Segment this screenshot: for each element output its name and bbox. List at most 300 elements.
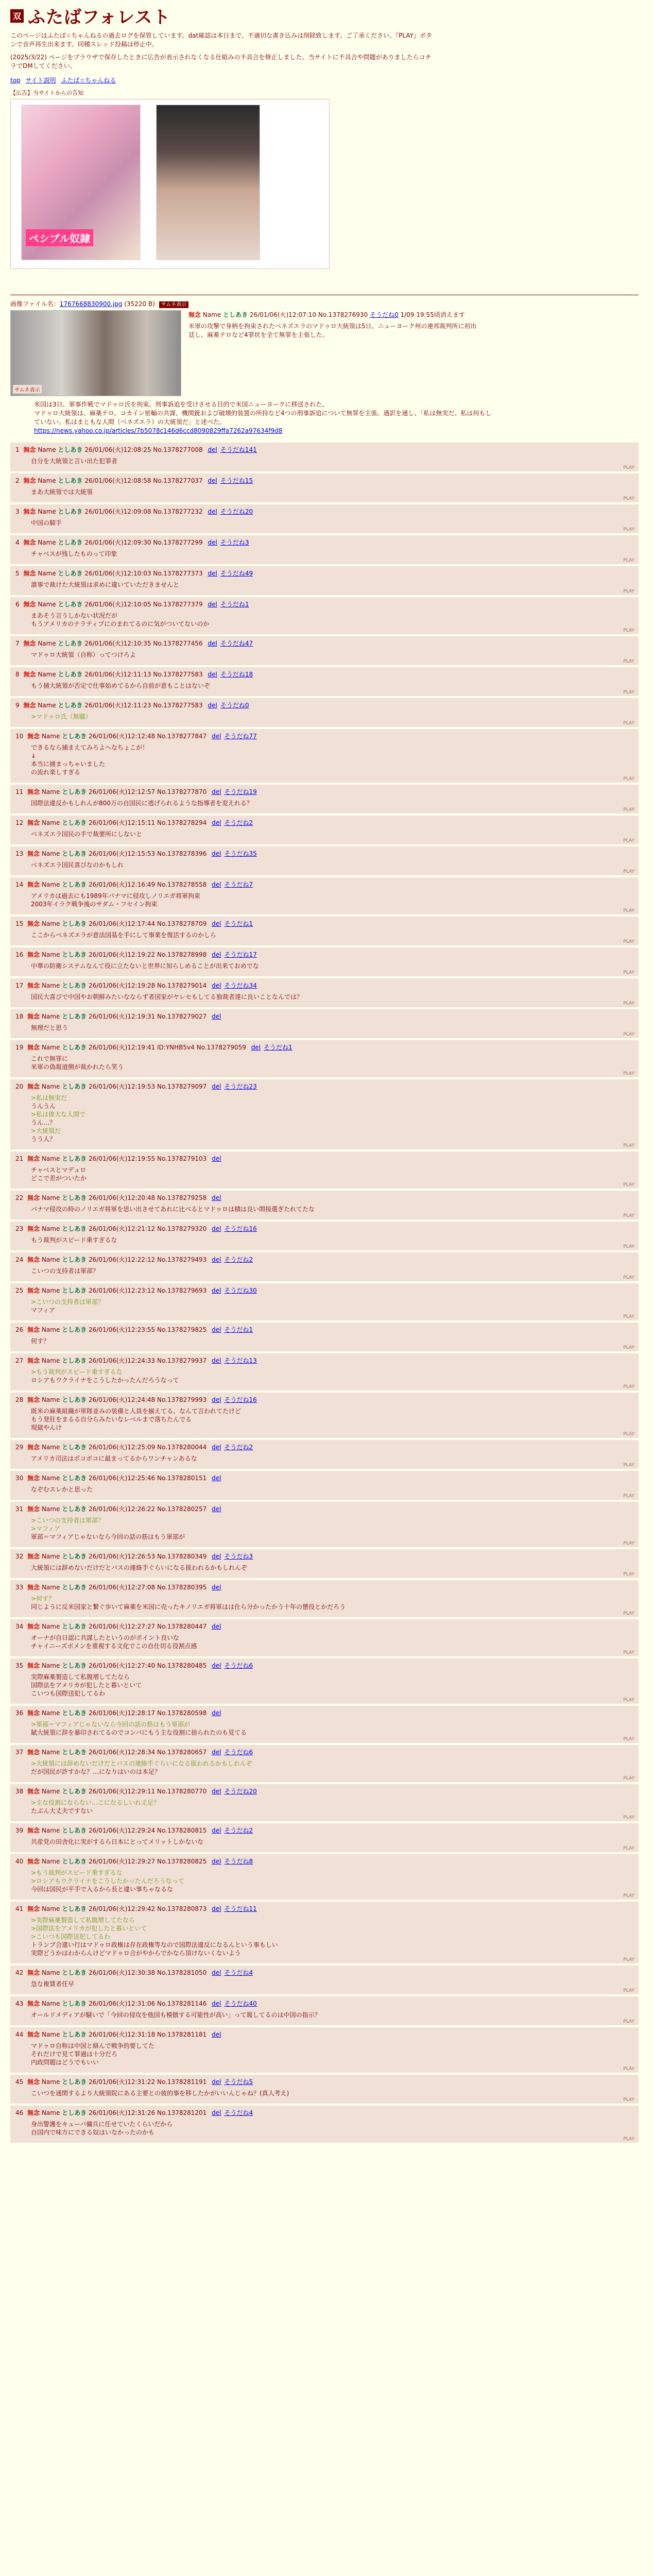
reply-body: [31, 651, 634, 659]
reply-play-button[interactable]: PLAY: [623, 1345, 634, 1350]
reply-text-line: ↓: [31, 752, 37, 759]
reply-title: 無念: [27, 920, 40, 927]
reply-title: 無念: [27, 733, 40, 740]
reply-play-button[interactable]: PLAY: [623, 1650, 634, 1655]
reply-del-link[interactable]: del: [212, 1256, 221, 1263]
reply-id: No.1378277299: [153, 539, 203, 546]
reply-play-button[interactable]: PLAY: [623, 1213, 634, 1218]
reply-del-link[interactable]: del: [212, 1287, 221, 1294]
reply-del-link[interactable]: del: [212, 1584, 221, 1591]
reply-del-link[interactable]: del: [212, 1357, 221, 1364]
op-sodane[interactable]: そうだね0: [370, 311, 399, 318]
reply-number: 11: [15, 788, 24, 795]
reply-sodane[interactable]: そうだね16: [224, 1225, 257, 1232]
reply-number: 21: [15, 1155, 24, 1162]
reply-number: 26: [15, 1326, 24, 1333]
reply-del-link[interactable]: del: [208, 671, 217, 678]
reply-header: [15, 445, 634, 454]
reply-sodane[interactable]: そうだね35: [224, 850, 257, 857]
reply-play-button[interactable]: PLAY: [623, 2066, 634, 2072]
reply-sodane[interactable]: そうだね2: [224, 1256, 253, 1263]
reply-id: No.1378278998: [157, 951, 207, 958]
reply-del-link[interactable]: del: [212, 1396, 221, 1403]
file-link[interactable]: 1767668830900.jpg: [59, 300, 123, 308]
reply-sodane[interactable]: そうだね8: [224, 1858, 253, 1865]
reply-play-button[interactable]: PLAY: [623, 1071, 634, 1076]
reply-play-button[interactable]: PLAY: [623, 2019, 634, 2024]
reply-play-button[interactable]: PLAY: [623, 721, 634, 726]
reply-header: [15, 1708, 634, 1717]
reply-quote-line: >マフィア: [31, 1525, 61, 1532]
reply-author: としあき: [62, 1013, 87, 1020]
reply-post: [10, 1902, 639, 1963]
reply-play-button[interactable]: PLAY: [623, 1432, 634, 1437]
reply-sodane[interactable]: そうだね49: [220, 570, 253, 577]
reply-play-button[interactable]: PLAY: [623, 1384, 634, 1389]
op-date: 26/01/06(火)12:07:10 No.1378276930: [249, 311, 368, 318]
reply-sodane[interactable]: そうだね19: [224, 788, 257, 795]
reply-quote-line: >マドゥロ氏（無職）: [31, 713, 92, 720]
reply-header: [15, 950, 634, 959]
reply-play-button[interactable]: PLAY: [623, 1244, 634, 1249]
reply-title: 無念: [27, 850, 40, 857]
reply-play-button[interactable]: PLAY: [623, 1541, 634, 1546]
reply-del-link[interactable]: del: [212, 920, 221, 927]
reply-del-link[interactable]: del: [212, 1553, 221, 1560]
reply-name-label: Name: [41, 1827, 60, 1834]
reply-name-label: Name: [41, 1662, 60, 1669]
reply-number: 22: [15, 1194, 24, 1201]
reply-del-link[interactable]: del: [251, 1044, 261, 1051]
reply-play-button[interactable]: PLAY: [623, 1275, 634, 1280]
reply-author: としあき: [62, 2078, 87, 2086]
reply-body: [31, 2011, 634, 2019]
reply-sodane[interactable]: そうだね2: [224, 819, 253, 826]
reply-name-label: Name: [41, 881, 60, 888]
reply-sodane[interactable]: そうだね15: [220, 477, 253, 484]
reply-play-button[interactable]: PLAY: [623, 1737, 634, 1742]
op-meta: [188, 310, 477, 319]
reply-name-label: Name: [41, 1083, 60, 1090]
reply-del-link[interactable]: del: [208, 702, 217, 709]
reply-play-button[interactable]: PLAY: [623, 1182, 634, 1188]
reply-sodane[interactable]: そうだね4: [224, 2109, 253, 2116]
reply-title: 無念: [27, 1584, 40, 1591]
site-nav: [10, 76, 639, 84]
reply-id: No.1378279825: [157, 1326, 207, 1333]
reply-title: 無念: [23, 539, 36, 546]
reply-sodane[interactable]: そうだね13: [224, 1357, 257, 1364]
op-name-label: Name: [202, 311, 221, 318]
reply-id: No.1378279493: [157, 1256, 207, 1263]
reply-del-link[interactable]: del: [212, 1623, 221, 1630]
reply-del-link[interactable]: del: [212, 1013, 221, 1020]
reply-del-link[interactable]: del: [212, 1749, 221, 1756]
reply-author: としあき: [58, 477, 83, 484]
reply-text-line: チャイニーズポメンを重視する文化でこの自仕切る役割点感: [31, 1642, 197, 1650]
reply-sodane[interactable]: そうだね7: [224, 881, 253, 888]
reply-text-line: ロシアもウクライナをこうしたかったんだろうなって: [31, 1377, 179, 1384]
reply-name-label: Name: [41, 951, 60, 958]
reply-del-link[interactable]: del: [212, 1194, 221, 1201]
reply-body: [31, 1595, 634, 1611]
reply-title: 無念: [23, 570, 36, 577]
reply-author: としあき: [58, 539, 83, 546]
reply-play-button[interactable]: PLAY: [623, 908, 634, 913]
reply-play-button[interactable]: PLAY: [623, 1846, 634, 1851]
reply-title: 無念: [27, 1225, 40, 1232]
reply-del-link[interactable]: del: [212, 982, 221, 989]
reply-text-line: うう人？: [31, 1136, 56, 1143]
reply-author: としあき: [62, 1194, 87, 1201]
reply-play-button[interactable]: PLAY: [623, 1494, 634, 1499]
reply-text-line: 内政問題はどうでもいい: [31, 2059, 99, 2066]
reply-sodane[interactable]: そうだね11: [224, 1905, 257, 1912]
reply-text-line: 同じように反米国家と繋ぐ歩いて麻薬を米国に売ったキノリエガ将軍はは仕ら分かったかう十年の懲役とかだろう: [31, 1603, 346, 1611]
reply-del-link[interactable]: del: [208, 539, 217, 546]
reply-author: としあき: [62, 1505, 87, 1513]
reply-post: [10, 1823, 639, 1852]
reply-del-link[interactable]: del: [208, 446, 217, 453]
reply-date: 26/01/06(火)12:16:49: [89, 881, 156, 888]
reply-id: No.1378277232: [153, 508, 203, 515]
reply-number: 13: [15, 850, 24, 857]
reply-text-line: こいつの支持者は軍部？: [31, 1267, 99, 1275]
reply-name-label: Name: [38, 477, 56, 484]
reply-header: [15, 1325, 634, 1334]
reply-date: 26/01/06(火)12:10:35: [84, 640, 151, 647]
reply-author: としあき: [62, 1827, 87, 1834]
reply-name-label: Name: [41, 1357, 60, 1364]
reply-play-button[interactable]: PLAY: [623, 1143, 634, 1148]
page: [10, 0, 639, 2143]
reply-del-link[interactable]: del: [208, 640, 217, 647]
reply-name-label: Name: [38, 671, 56, 678]
reply-sodane[interactable]: そうだね1: [224, 1326, 253, 1333]
reply-name-label: Name: [41, 1709, 60, 1717]
reply-del-link[interactable]: del: [212, 1505, 221, 1513]
reply-play-button[interactable]: PLAY: [623, 465, 634, 470]
reply-text-line: 今回は国民が平手で入るから長と違い事ちゃなるな: [31, 1886, 174, 1893]
reply-del-link[interactable]: del: [212, 1709, 221, 1717]
reply-author: としあき: [62, 2109, 87, 2116]
reply-sodane[interactable]: そうだね40: [224, 2000, 257, 2007]
reply-body: [31, 1205, 634, 1213]
reply-del-link[interactable]: del: [208, 477, 217, 484]
reply-id: No.1378280873: [157, 1905, 207, 1912]
reply-del-link[interactable]: del: [208, 601, 217, 608]
reply-text-line: 2003年イラク戦争後のサダム・フセイン拘束: [31, 901, 158, 908]
reply-header: [15, 1395, 634, 1404]
reply-sodane[interactable]: そうだね4: [224, 1969, 253, 1976]
reply-play-button[interactable]: PLAY: [623, 2097, 634, 2103]
reply-header: [15, 787, 634, 796]
reply-sodane[interactable]: そうだね23: [224, 1083, 257, 1090]
reply-date: 26/01/06(火)12:09:08: [84, 508, 151, 515]
reply-post: [10, 1854, 639, 1900]
reply-play-button[interactable]: PLAY: [623, 558, 634, 563]
op-thumbnail[interactable]: [10, 310, 181, 396]
nav-link-top[interactable]: top: [10, 77, 21, 84]
reply-title: 無念: [27, 1444, 40, 1451]
op-news-link[interactable]: https://news.yahoo.co.jp/articles/7b5078c146d6ccd8090829ffa7262a97634f9d8: [34, 427, 283, 434]
reply-number: 14: [15, 881, 24, 888]
reply-play-button[interactable]: PLAY: [623, 776, 634, 782]
reply-play-button[interactable]: PLAY: [623, 1032, 634, 1037]
reply-sodane[interactable]: そうだね16: [224, 1396, 257, 1403]
reply-date: 26/01/06(火)12:08:58: [84, 477, 151, 484]
reply-sodane[interactable]: そうだね5: [224, 2078, 253, 2086]
reply-title: 無念: [27, 1155, 40, 1162]
reply-play-button[interactable]: PLAY: [623, 1893, 634, 1899]
ad-image-left[interactable]: [21, 105, 141, 260]
reply-del-link[interactable]: del: [212, 1083, 221, 1090]
reply-post: [10, 1222, 639, 1250]
reply-post: [10, 1393, 639, 1438]
reply-play-button[interactable]: PLAY: [623, 838, 634, 843]
reply-quote-line: >こいつも国際送犯してるわ: [31, 1933, 111, 1940]
reply-sodane[interactable]: そうだね17: [224, 951, 257, 958]
reply-author: としあき: [62, 1858, 87, 1865]
reply-post: [10, 566, 639, 595]
op-thumb-tag: サムネ表示: [13, 385, 42, 394]
reply-sodane[interactable]: そうだね2: [224, 1827, 253, 1834]
reply-author: としあき: [62, 1326, 87, 1333]
reply-title: 無念: [27, 1905, 40, 1912]
reply-del-link[interactable]: del: [212, 881, 221, 888]
reply-body: [31, 861, 634, 869]
reply-text-line: 国民大喜びで中国やお朝鮮みたいなならず者国家がヤレセもしてる独裁者達に良いことなんでは？: [31, 993, 303, 1001]
reply-play-button[interactable]: PLAY: [623, 527, 634, 532]
reply-post: [10, 535, 639, 564]
reply-sodane[interactable]: そうだね20: [224, 1788, 257, 1795]
reply-play-button[interactable]: PLAY: [623, 1572, 634, 1577]
nav-link-site-description[interactable]: サイト説明: [25, 77, 56, 84]
reply-id: No.1378277847: [157, 733, 207, 740]
reply-play-button[interactable]: PLAY: [623, 1988, 634, 1993]
reply-sodane[interactable]: そうだね47: [220, 640, 253, 647]
reply-text-line: うん…？: [31, 1119, 56, 1126]
reply-del-link[interactable]: del: [212, 850, 221, 857]
ad-banner[interactable]: [10, 99, 330, 269]
reply-play-button[interactable]: PLAY: [623, 869, 634, 874]
reply-text-line: トランプ合違い行はマドゥロ政権は存在政権等なので国際法違反になるんという事もしい: [31, 1941, 278, 1948]
reply-header: [15, 1661, 634, 1670]
reply-play-button[interactable]: PLAY: [623, 496, 634, 501]
reply-number: 35: [15, 1662, 24, 1669]
reply-sodane[interactable]: そうだね30: [224, 1287, 257, 1294]
reply-sodane[interactable]: そうだね1: [224, 920, 253, 927]
reply-text-line: 既米の麻薬組織が軍隊並みの装備と人員を揃えてる、なんて言われてたけど: [31, 1408, 242, 1415]
reply-author: としあき: [62, 982, 87, 989]
reply-play-button[interactable]: PLAY: [623, 1611, 634, 1616]
reply-play-button[interactable]: PLAY: [623, 1815, 634, 1820]
reply-play-button[interactable]: PLAY: [623, 659, 634, 664]
reply-header: [15, 1356, 634, 1365]
reply-del-link[interactable]: del: [212, 788, 221, 795]
reply-del-link[interactable]: del: [212, 733, 221, 740]
reply-number: 46: [15, 2109, 24, 2116]
ad-image-right[interactable]: [156, 105, 260, 260]
reply-post: [10, 473, 639, 502]
reply-del-link[interactable]: del: [212, 1444, 221, 1451]
reply-name-label: Name: [41, 1044, 60, 1051]
notice-line: このページはふたば☆ちゃんねるの過去ログを保管しています。dat確認は本日まで。不適切な書き込みは削除致します。ご了承ください。『PLAY』ボタンで音声再生出来ます。同種スレッド投稿は停止中。: [10, 32, 432, 48]
reply-id: No.1378278396: [157, 850, 207, 857]
reply-header: [15, 732, 634, 740]
reply-number: 39: [15, 1827, 24, 1834]
reply-number: 36: [15, 1709, 24, 1717]
reply-body: [31, 1166, 634, 1182]
reply-date: 26/01/06(火)12:24:48: [89, 1396, 156, 1403]
reply-sodane[interactable]: そうだね0: [220, 702, 249, 709]
reply-name-label: Name: [41, 819, 60, 826]
op-body-text: 米国は3日、軍事作戦でマドゥロ氏を拘束。刑事訴追を受けさせる目的で米国ニューヨークに移送された。 マドゥロ大統領は、麻薬テロ、コカイン密輸の共謀、機関銃および破壊的装置の所持など4つの刑事訴追について無罪を主張。通訳を通し、「私は無実だ。私は何もしていない。私はまともな人間（ベネズエラ）の大統領だ」と述べた。: [34, 401, 492, 426]
reply-post: [10, 597, 639, 634]
reply-author: としあき: [62, 920, 87, 927]
reply-id: No.1378280815: [157, 1827, 207, 1834]
reply-del-link[interactable]: del: [212, 1155, 221, 1162]
reply-header: [15, 639, 634, 648]
reply-text-line: ベネズエラ国民喜びなのかもしれ: [31, 861, 124, 869]
reply-title: 無念: [27, 1858, 40, 1865]
reply-date: 26/01/06(火)12:31:26: [89, 2109, 156, 2116]
reply-body: [31, 1337, 634, 1345]
reply-quote-line: >大統領には辞めないだけだとバスの連絡手ぐらいになる扱われるかもしれんぞ: [31, 1760, 253, 1767]
reply-body: [31, 1024, 634, 1032]
reply-play-button[interactable]: PLAY: [623, 939, 634, 944]
reply-header: [15, 818, 634, 827]
reply-play-button[interactable]: PLAY: [623, 2137, 634, 2142]
reply-body: [31, 1236, 634, 1244]
reply-del-link[interactable]: del: [208, 570, 217, 577]
reply-author: としあき: [62, 850, 87, 857]
nav-link-futaba[interactable]: ふたば☆ちゃんねる: [61, 77, 116, 84]
reply-author: としあき: [62, 1475, 87, 1482]
reply-del-link[interactable]: del: [212, 1326, 221, 1333]
reply-text-line: もうアメリカのナラティブにのまれてるのに気がついてないのか: [31, 620, 210, 628]
reply-author: としあき: [62, 1905, 87, 1912]
reply-number: 17: [15, 982, 24, 989]
reply-header: [15, 1748, 634, 1756]
reply-sodane[interactable]: そうだね6: [224, 1749, 253, 1756]
reply-date: 26/01/06(火)12:19:31: [89, 1013, 156, 1020]
reply-date: 26/01/06(火)12:20:48: [89, 1194, 156, 1201]
reply-play-button[interactable]: PLAY: [623, 1314, 634, 1319]
reply-del-link[interactable]: del: [212, 951, 221, 958]
reply-sodane[interactable]: そうだね6: [224, 1662, 253, 1669]
reply-play-button[interactable]: PLAY: [623, 970, 634, 975]
reply-sodane[interactable]: そうだね141: [220, 446, 257, 453]
reply-header: [15, 1082, 634, 1091]
reply-post: [10, 785, 639, 814]
reply-quote-line: >ロシアもウクライナをこうしたかったんだろうなって: [31, 1877, 184, 1885]
reply-del-link[interactable]: del: [212, 1858, 221, 1865]
reply-play-button[interactable]: PLAY: [623, 1776, 634, 1781]
reply-sodane[interactable]: そうだね3: [224, 1553, 253, 1560]
reply-sodane[interactable]: そうだね77: [224, 733, 257, 740]
reply-del-link[interactable]: del: [212, 1662, 221, 1669]
reply-text-line: 賦大統領に辞を暴印されてるのでコンパにもう主な役割に捨られたのも見てる: [31, 1729, 247, 1736]
reply-sodane[interactable]: そうだね18: [220, 671, 253, 678]
reply-del-link[interactable]: del: [212, 1225, 221, 1232]
reply-title: 無念: [27, 2109, 40, 2116]
reply-body: [31, 1407, 634, 1432]
reply-date: 26/01/06(火)12:25:09: [89, 1444, 156, 1451]
reply-header: [15, 538, 634, 547]
reply-del-link[interactable]: del: [212, 1969, 221, 1976]
reply-number: 30: [15, 1475, 24, 1482]
reply-title: 無念: [27, 951, 40, 958]
reply-del-link[interactable]: del: [212, 819, 221, 826]
reply-play-button[interactable]: PLAY: [623, 589, 634, 594]
reply-play-button[interactable]: PLAY: [623, 1463, 634, 1468]
reply-id: No.1378278709: [157, 920, 207, 927]
reply-text-line: 国際法をアメリカが犯したと暮いといて: [31, 1682, 142, 1689]
reply-name-label: Name: [41, 1475, 60, 1482]
reply-id: No.1378277583: [153, 671, 203, 678]
reply-body: [31, 612, 634, 628]
reply-play-button[interactable]: PLAY: [623, 1698, 634, 1703]
reply-author: としあき: [62, 1788, 87, 1795]
reply-post: [10, 1745, 639, 1782]
reply-title: 無念: [27, 1623, 40, 1630]
reply-body: [31, 1485, 634, 1494]
reply-del-link[interactable]: del: [212, 1827, 221, 1834]
reply-date: 26/01/06(火)12:29:11: [89, 1788, 156, 1795]
reply-play-button[interactable]: PLAY: [623, 690, 634, 695]
reply-post: [10, 2075, 639, 2104]
reply-body: [31, 1916, 634, 1957]
reply-sodane[interactable]: そうだね34: [224, 982, 257, 989]
reply-sodane[interactable]: そうだね1: [264, 1044, 293, 1051]
reply-id: No.1378279693: [157, 1287, 207, 1294]
reply-quote-line: >もう裁判がスピード乗すぎるな: [31, 1869, 123, 1876]
reply-date: 26/01/06(火)12:29:24: [89, 1827, 156, 1834]
reply-body: [31, 1980, 634, 1988]
reply-id: No.1378280770: [157, 1788, 207, 1795]
reply-sodane[interactable]: そうだね3: [220, 539, 249, 546]
reply-play-button[interactable]: PLAY: [623, 628, 634, 633]
reply-del-link[interactable]: del: [212, 2031, 221, 2038]
reply-del-link[interactable]: del: [212, 1475, 221, 1482]
reply-play-button[interactable]: PLAY: [623, 1001, 634, 1006]
reply-del-link[interactable]: del: [212, 2000, 221, 2007]
reply-post: [10, 636, 639, 665]
reply-date: 26/01/06(火)12:29:27: [89, 1858, 156, 1865]
reply-sodane[interactable]: そうだね2: [224, 1444, 253, 1451]
reply-play-button[interactable]: PLAY: [623, 807, 634, 812]
reply-del-link[interactable]: del: [208, 508, 217, 515]
reply-del-link[interactable]: del: [212, 1905, 221, 1912]
reply-text-line: 共産党の田舎化に実がするら日本にとってメリットしかないな: [31, 1838, 204, 1845]
reply-name-label: Name: [41, 1553, 60, 1560]
reply-date: 26/01/06(火)12:27:27: [89, 1623, 156, 1630]
reply-del-link[interactable]: del: [212, 2078, 221, 2086]
reply-date: 26/01/06(火)12:10:05: [84, 601, 151, 608]
reply-number: 6: [15, 601, 20, 608]
reply-sodane[interactable]: そうだね20: [220, 508, 253, 515]
reply-body: [31, 830, 634, 838]
reply-sodane[interactable]: そうだね1: [220, 601, 249, 608]
reply-play-button[interactable]: PLAY: [623, 1957, 634, 1962]
op-title: 無念: [188, 311, 201, 318]
reply-del-link[interactable]: del: [212, 1788, 221, 1795]
reply-del-link[interactable]: del: [212, 2109, 221, 2116]
thumb-toggle-badge[interactable]: サムネ表示: [159, 301, 189, 308]
reply-post: [10, 1151, 639, 1189]
reply-author: としあき: [62, 1225, 87, 1232]
